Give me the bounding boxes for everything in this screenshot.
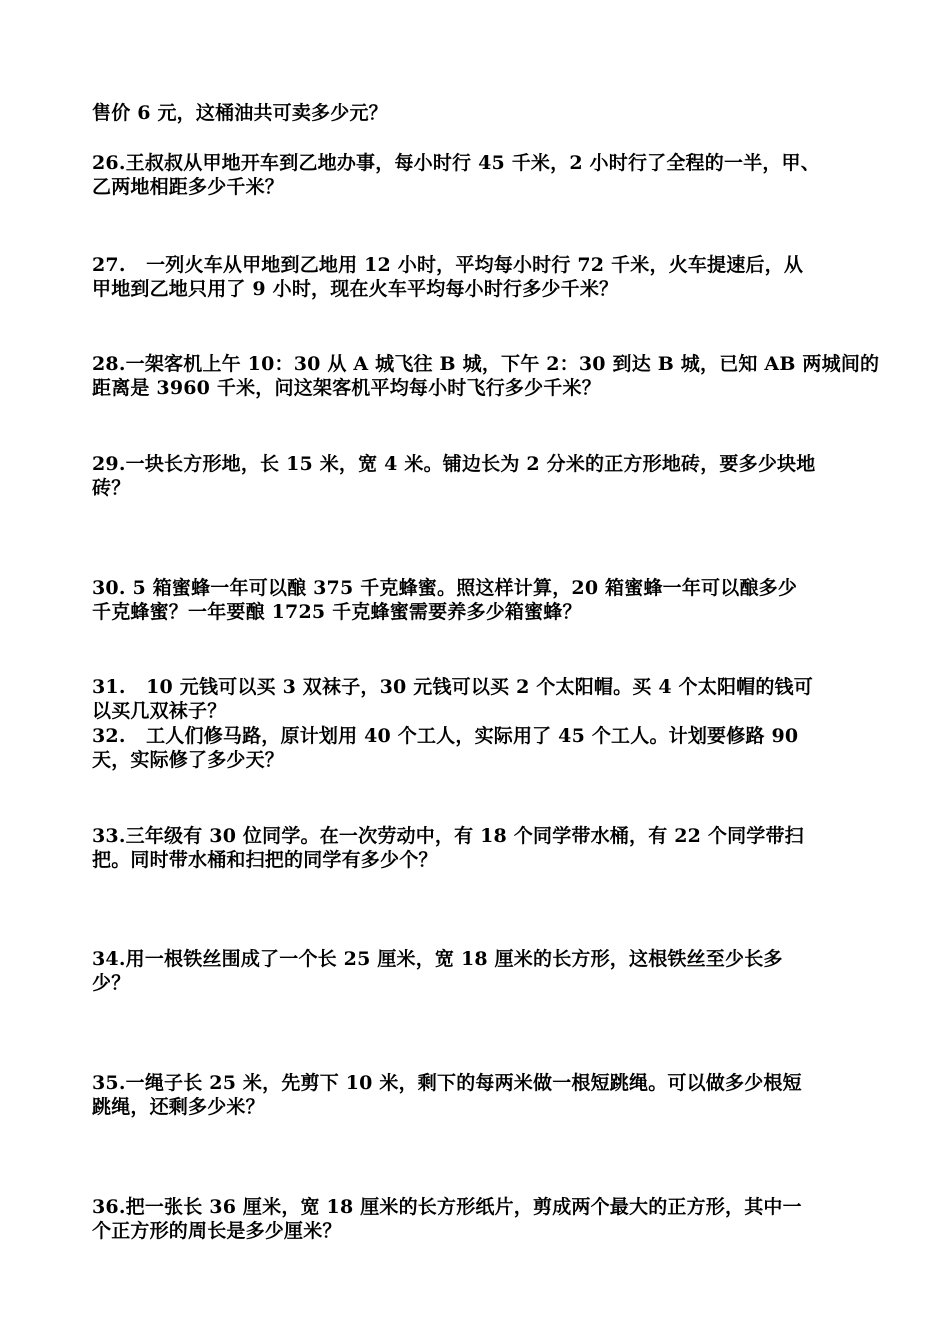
- problem-25-line-2: 售价 6 元，这桶油共可卖多少元？: [92, 102, 388, 124]
- problem-36-line-2: 个正方形的周长是多少厘米？: [92, 1220, 342, 1242]
- problem-32-line-2: 天，实际修了多少天？: [92, 749, 285, 771]
- problem-29-line-2: 砖？: [92, 477, 131, 499]
- problem-30-line-1: 30. 5 箱蜜蜂一年可以酿 375 千克蜂蜜。照这样计算，20 箱蜜蜂一年可以酿多少: [92, 577, 798, 599]
- problem-27-line-2: 甲地到乙地只用了 9 小时，现在火车平均每小时行多少千米？: [92, 278, 619, 300]
- problem-33-line-2: 把。同时带水桶和扫把的同学有多少个？: [92, 849, 438, 871]
- problem-31-line-2: 以买几双袜子？: [92, 700, 227, 722]
- problem-27-line-1: 27. 一列火车从甲地到乙地用 12 小时，平均每小时行 72 千米，火车提速后，从: [92, 254, 804, 276]
- problem-35-line-1: 35.一绳子长 25 米，先剪下 10 米，剩下的每两米做一根短跳绳。可以做多少根短: [92, 1072, 802, 1094]
- problem-26-line-1: 26.王叔叔从甲地开车到乙地办事，每小时行 45 千米，2 小时行了全程的一半，甲、: [92, 152, 820, 174]
- problem-35-line-2: 跳绳，还剩多少米？: [92, 1096, 265, 1118]
- problem-28-line-2: 距离是 3960 千米，问这架客机平均每小时飞行多少千米？: [92, 377, 601, 399]
- problem-36-line-1: 36.把一张长 36 厘米，宽 18 厘米的长方形纸片，剪成两个最大的正方形，其中一: [92, 1196, 802, 1218]
- problem-26-line-2: 乙两地相距多少千米？: [92, 176, 285, 198]
- problem-34-line-1: 34.用一根铁丝围成了一个长 25 厘米，宽 18 厘米的长方形，这根铁丝至少长多: [92, 948, 783, 970]
- problem-29-line-1: 29.一块长方形地，长 15 米，宽 4 米。铺边长为 2 分米的正方形地砖，要多少块地: [92, 453, 816, 475]
- problem-28-line-1: 28.一架客机上午 10：30 从 A 城飞往 B 城，下午 2：30 到达 B 城，已知 AB 两城间的: [92, 353, 880, 375]
- problem-30-line-2: 千克蜂蜜？一年要酿 1725 千克蜂蜜需要养多少箱蜜蜂？: [92, 601, 582, 623]
- problem-33-line-1: 33.三年级有 30 位同学。在一次劳动中，有 18 个同学带水桶，有 22 个同学带扫: [92, 825, 804, 847]
- problem-32-line-1: 32. 工人们修马路，原计划用 40 个工人，实际用了 45 个工人。计划要修路 90: [92, 725, 799, 747]
- problem-31-line-1: 31. 10 元钱可以买 3 双袜子，30 元钱可以买 2 个太阳帽。买 4 个太阳帽的钱可: [92, 676, 813, 698]
- problem-34-line-2: 少？: [92, 972, 131, 994]
